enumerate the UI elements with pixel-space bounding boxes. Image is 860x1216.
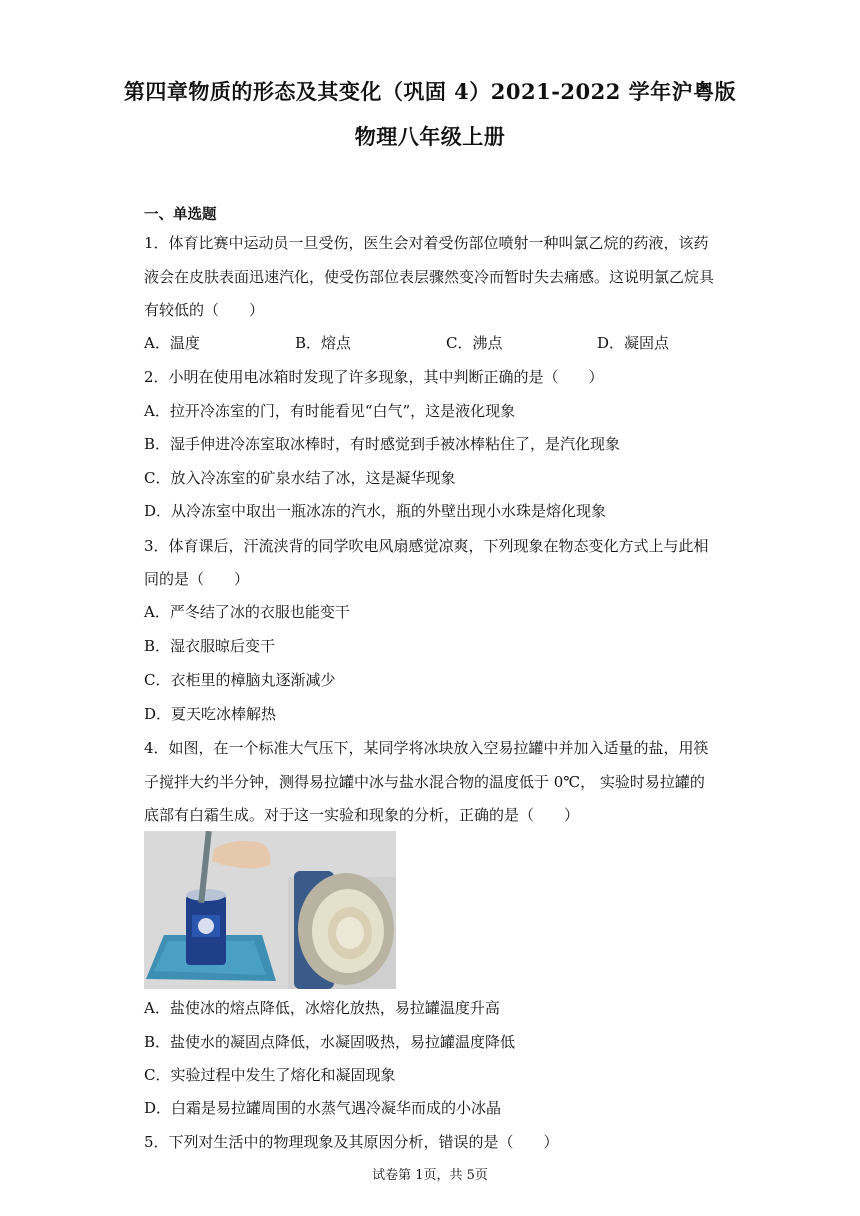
q3-stem-line-1: 3．体育课后，汗流浃背的同学吹电风扇感觉凉爽，下列现象在物态变化方式上与此相 [144, 537, 709, 555]
q1-option-a: A．温度 [144, 334, 200, 352]
q4-option-c: C．实验过程中发生了熔化和凝固现象 [144, 1066, 396, 1084]
document-title-line-1: 第四章物质的形态及其变化（巩固 4）2021-2022 学年沪粤版 [123, 79, 737, 104]
q3-option-a: A．严冬结了冰的衣服也能变干 [144, 603, 350, 621]
experiment-photo [144, 831, 396, 989]
q2-option-a: A．拉开冷冻室的门，有时能看见“白气”，这是液化现象 [144, 402, 516, 420]
experiment-photo-illustration [144, 831, 396, 989]
q1-option-d: D．凝固点 [597, 334, 670, 352]
q4-stem-line-3: 底部有白霜生成。对于这一实验和现象的分析，正确的是（ ） [144, 806, 580, 824]
q1-option-b: B．熔点 [295, 334, 352, 352]
section-heading: 一、单选题 [144, 206, 217, 223]
q4-stem-line-2: 子搅拌大约半分钟，测得易拉罐中冰与盐水混合物的温度低于 0℃， 实验时易拉罐的 [144, 773, 705, 791]
q3-option-b: B．湿衣服晾后变干 [144, 637, 276, 655]
q4-option-a: A．盐使冰的熔点降低，冰熔化放热，易拉罐温度升高 [144, 999, 500, 1017]
q2-option-d: D．从冷冻室中取出一瓶冰冻的汽水，瓶的外壁出现小水珠是熔化现象 [144, 502, 607, 520]
q1-options [144, 332, 748, 353]
q4-option-d: D．白霜是易拉罐周围的水蒸气遇冷凝华而成的小冰晶 [144, 1099, 502, 1117]
q1-option-c: C．沸点 [446, 334, 503, 352]
document-title-line-2: 物理八年级上册 [354, 124, 506, 149]
q1-stem-line-3: 有较低的（ ） [144, 301, 265, 319]
q2-option-c: C．放入冷冻室的矿泉水结了冰，这是凝华现象 [144, 469, 456, 487]
q5-stem: 5．下列对生活中的物理现象及其原因分析，错误的是（ ） [144, 1133, 559, 1151]
q4-stem-line-1: 4．如图，在一个标准大气压下，某同学将冰块放入空易拉罐中并加入适量的盐，用筷 [144, 739, 709, 757]
q3-option-c: C．衣柜里的樟脑丸逐渐减少 [144, 671, 336, 689]
q1-stem-line-1: 1．体育比赛中运动员一旦受伤，医生会对着受伤部位喷射一种叫氯乙烷的药液，该药 [144, 234, 709, 252]
q2-option-b: B．湿手伸进冷冻室取冰棒时，有时感觉到手被冰棒粘住了，是汽化现象 [144, 435, 621, 453]
q3-option-d: D．夏天吃冰棒解热 [144, 705, 277, 723]
q4-option-b: B．盐使水的凝固点降低，水凝固吸热，易拉罐温度降低 [144, 1033, 516, 1051]
q3-stem-line-2: 同的是（ ） [144, 570, 250, 588]
page-footer: 试卷第 1页，共 5页 [372, 1168, 488, 1183]
q1-stem-line-2: 液会在皮肤表面迅速汽化，使受伤部位表层骤然变冷而暂时失去痛感。这说明氯乙烷具 [144, 268, 715, 286]
q2-stem: 2．小明在使用电冰箱时发现了许多现象，其中判断正确的是（ ） [144, 368, 604, 386]
